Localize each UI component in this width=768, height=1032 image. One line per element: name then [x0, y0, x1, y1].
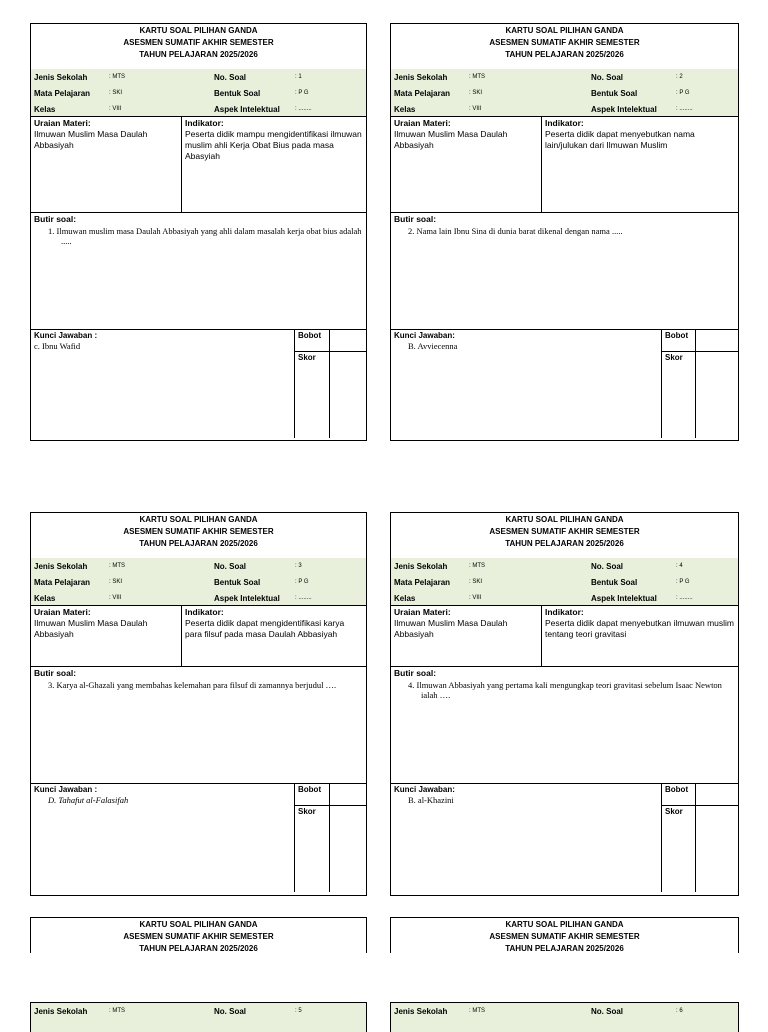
- label-aspek: Aspek Intelektual: [591, 105, 657, 114]
- label-no-soal: No. Soal: [214, 1007, 247, 1016]
- value-aspek: : ........: [676, 595, 693, 601]
- indikator-text: Peserta didik dapat menyebutkan nama lain/julukan dari Ilmuwan Muslim: [545, 129, 695, 150]
- label-bobot: Bobot: [298, 785, 322, 794]
- value-jenis-sekolah: : MTS: [109, 563, 125, 569]
- card-subtitle: ASESMEN SUMATIF AKHIR SEMESTER: [123, 527, 274, 536]
- label-indikator: Indikator:: [545, 607, 584, 617]
- card-header: [391, 24, 738, 69]
- value-aspek: : ........: [676, 106, 693, 112]
- card-meta: [391, 1003, 738, 1032]
- label-jenis-sekolah: Jenis Sekolah: [34, 562, 88, 571]
- label-butir-soal: Butir soal:: [394, 214, 437, 224]
- label-bobot: Bobot: [665, 331, 689, 340]
- card-meta: [31, 69, 366, 117]
- question-card-4: [390, 512, 739, 896]
- label-kunci-jawaban: Kunci Jawaban :: [34, 331, 98, 340]
- value-no-soal: : 5: [295, 1008, 302, 1014]
- kunci-jawaban: [31, 330, 366, 438]
- answer-key: c. Ibnu Wafid: [34, 341, 81, 351]
- question-card-6-meta: [390, 1002, 739, 1032]
- card-title: KARTU SOAL PILIHAN GANDA: [139, 515, 258, 524]
- value-bentuk-soal: : P G: [676, 579, 690, 585]
- label-kelas: Kelas: [394, 594, 416, 603]
- label-indikator: Indikator:: [185, 118, 224, 128]
- label-uraian-materi: Uraian Materi:: [34, 607, 91, 617]
- value-jenis-sekolah: : MTS: [109, 74, 125, 80]
- label-no-soal: No. Soal: [214, 73, 247, 82]
- label-aspek: Aspek Intelektual: [214, 594, 280, 603]
- kunci-jawaban: [391, 330, 738, 438]
- value-jenis-sekolah: : MTS: [109, 1008, 125, 1014]
- label-jenis-sekolah: Jenis Sekolah: [394, 1007, 448, 1016]
- card-subtitle: ASESMEN SUMATIF AKHIR SEMESTER: [123, 38, 274, 47]
- indikator-text: Peserta didik dapat mengidentifikasi karya para filsuf pada masa Daulah Abbasiyah: [185, 618, 345, 639]
- card-header: [391, 918, 738, 953]
- value-aspek: : ........: [295, 106, 312, 112]
- label-skor: Skor: [298, 807, 316, 816]
- value-bentuk-soal: : P G: [295, 579, 309, 585]
- card-year: TAHUN PELAJARAN 2025/2026: [505, 944, 624, 953]
- materi-indikator: [391, 117, 738, 213]
- answer-key: B. Avviecenna: [408, 341, 458, 351]
- butir-soal: [31, 667, 366, 784]
- value-kelas: : VIII: [109, 106, 122, 112]
- label-aspek: Aspek Intelektual: [591, 594, 657, 603]
- card-year: TAHUN PELAJARAN 2025/2026: [139, 539, 258, 548]
- question-card-5-meta: [30, 1002, 367, 1032]
- card-header: [391, 513, 738, 558]
- label-kelas: Kelas: [34, 594, 56, 603]
- label-jenis-sekolah: Jenis Sekolah: [34, 73, 88, 82]
- label-butir-soal: Butir soal:: [34, 668, 77, 678]
- card-year: TAHUN PELAJARAN 2025/2026: [139, 50, 258, 59]
- materi-indikator: [31, 117, 366, 213]
- label-kunci-jawaban: Kunci Jawaban :: [34, 785, 98, 794]
- label-kelas: Kelas: [394, 105, 416, 114]
- question-card-5-header: [30, 917, 367, 953]
- card-meta: [31, 558, 366, 606]
- label-jenis-sekolah: Jenis Sekolah: [34, 1007, 88, 1016]
- answer-key: D. Tahafut al-Falasifah: [48, 795, 129, 805]
- value-no-soal: : 3: [295, 563, 302, 569]
- question-card-3: [30, 512, 367, 896]
- indikator-text: Peserta didik dapat menyebutkan ilmuwan muslim tentang teori gravitasi: [545, 618, 734, 639]
- label-bentuk-soal: Bentuk Soal: [214, 89, 261, 98]
- value-no-soal: : 2: [676, 74, 683, 80]
- kunci-jawaban: [31, 784, 366, 892]
- card-year: TAHUN PELAJARAN 2025/2026: [505, 50, 624, 59]
- value-kelas: : VIII: [109, 595, 122, 601]
- materi-indikator: [391, 606, 738, 667]
- value-kelas: : VIII: [469, 595, 482, 601]
- value-no-soal: : 4: [676, 563, 683, 569]
- answer-key: B. al-Khazini: [408, 795, 454, 805]
- label-skor: Skor: [665, 807, 683, 816]
- card-header: [31, 513, 366, 558]
- value-aspek: : ........: [295, 595, 312, 601]
- label-kelas: Kelas: [34, 105, 56, 114]
- label-bentuk-soal: Bentuk Soal: [591, 89, 638, 98]
- butir-soal: [31, 213, 366, 330]
- question-card-1: [30, 23, 367, 441]
- value-mata-pelajaran: : SKI: [109, 579, 123, 585]
- question-text: 2. Nama lain Ibnu Sina di dunia barat dikenal dengan nama .....: [408, 226, 623, 236]
- value-bentuk-soal: : P G: [676, 90, 690, 96]
- card-header: [31, 24, 366, 69]
- value-jenis-sekolah: : MTS: [469, 1008, 485, 1014]
- value-mata-pelajaran: : SKI: [469, 90, 483, 96]
- label-bobot: Bobot: [665, 785, 689, 794]
- uraian-text: Ilmuwan Muslim Masa Daulah Abbasiyah: [34, 618, 148, 639]
- label-mata-pelajaran: Mata Pelajaran: [394, 578, 451, 587]
- value-no-soal: : 1: [295, 74, 302, 80]
- label-indikator: Indikator:: [185, 607, 224, 617]
- card-year: TAHUN PELAJARAN 2025/2026: [505, 539, 624, 548]
- label-bobot: Bobot: [298, 331, 322, 340]
- value-jenis-sekolah: : MTS: [469, 74, 485, 80]
- label-no-soal: No. Soal: [214, 562, 247, 571]
- butir-soal: [391, 213, 738, 330]
- label-kunci-jawaban: Kunci Jawaban:: [394, 331, 455, 340]
- label-no-soal: No. Soal: [591, 1007, 624, 1016]
- label-kunci-jawaban: Kunci Jawaban:: [394, 785, 455, 794]
- value-mata-pelajaran: : SKI: [109, 90, 123, 96]
- materi-indikator: [31, 606, 366, 667]
- card-title: KARTU SOAL PILIHAN GANDA: [139, 26, 258, 35]
- card-meta: [31, 1003, 366, 1032]
- question-text: 1. Ilmuwan muslim masa Daulah Abbasiyah yang ahli dalam masalah kerja obat bius adalah .....: [48, 226, 362, 246]
- label-mata-pelajaran: Mata Pelajaran: [34, 89, 91, 98]
- card-year: TAHUN PELAJARAN 2025/2026: [139, 944, 258, 953]
- label-butir-soal: Butir soal:: [394, 668, 437, 678]
- label-indikator: Indikator:: [545, 118, 584, 128]
- card-header: [31, 918, 366, 953]
- card-title: KARTU SOAL PILIHAN GANDA: [505, 515, 624, 524]
- question-text: 3. Karya al-Ghazali yang membahas kelemahan para filsuf di zamannya berjudul ….: [48, 680, 337, 690]
- question-card-2: [390, 23, 739, 441]
- label-jenis-sekolah: Jenis Sekolah: [394, 73, 448, 82]
- label-uraian-materi: Uraian Materi:: [394, 118, 451, 128]
- label-no-soal: No. Soal: [591, 562, 624, 571]
- value-kelas: : VIII: [469, 106, 482, 112]
- kunci-jawaban: [391, 784, 738, 892]
- card-title: KARTU SOAL PILIHAN GANDA: [505, 26, 624, 35]
- label-no-soal: No. Soal: [591, 73, 624, 82]
- uraian-text: Ilmuwan Muslim Masa Daulah Abbasiyah: [34, 129, 148, 150]
- question-card-6-header: [390, 917, 739, 953]
- label-butir-soal: Butir soal:: [34, 214, 77, 224]
- value-bentuk-soal: : P G: [295, 90, 309, 96]
- card-subtitle: ASESMEN SUMATIF AKHIR SEMESTER: [489, 932, 640, 941]
- card-meta: [391, 558, 738, 606]
- label-mata-pelajaran: Mata Pelajaran: [34, 578, 91, 587]
- label-bentuk-soal: Bentuk Soal: [214, 578, 261, 587]
- value-mata-pelajaran: : SKI: [469, 579, 483, 585]
- label-mata-pelajaran: Mata Pelajaran: [394, 89, 451, 98]
- card-subtitle: ASESMEN SUMATIF AKHIR SEMESTER: [489, 38, 640, 47]
- uraian-text: Ilmuwan Muslim Masa Daulah Abbasiyah: [394, 129, 508, 150]
- label-jenis-sekolah: Jenis Sekolah: [394, 562, 448, 571]
- card-meta: [391, 69, 738, 117]
- label-bentuk-soal: Bentuk Soal: [591, 578, 638, 587]
- card-title: KARTU SOAL PILIHAN GANDA: [505, 920, 624, 929]
- value-no-soal: : 6: [676, 1008, 683, 1014]
- card-subtitle: ASESMEN SUMATIF AKHIR SEMESTER: [489, 527, 640, 536]
- question-text: 4. Ilmuwan Abbasiyah yang pertama kali mengungkap teori gravitasi sebelum Isaac Newton ialah ….: [408, 680, 722, 700]
- label-uraian-materi: Uraian Materi:: [394, 607, 451, 617]
- uraian-text: Ilmuwan Muslim Masa Daulah Abbasiyah: [394, 618, 508, 639]
- card-subtitle: ASESMEN SUMATIF AKHIR SEMESTER: [123, 932, 274, 941]
- butir-soal: [391, 667, 738, 784]
- card-title: KARTU SOAL PILIHAN GANDA: [139, 920, 258, 929]
- label-skor: Skor: [665, 353, 683, 362]
- label-skor: Skor: [298, 353, 316, 362]
- value-jenis-sekolah: : MTS: [469, 563, 485, 569]
- label-uraian-materi: Uraian Materi:: [34, 118, 91, 128]
- indikator-text: Peserta didik mampu mengidentifikasi ilmuwan muslim ahli Kerja Obat Bius pada masa Abasyiah: [185, 129, 362, 161]
- label-aspek: Aspek Intelektual: [214, 105, 280, 114]
